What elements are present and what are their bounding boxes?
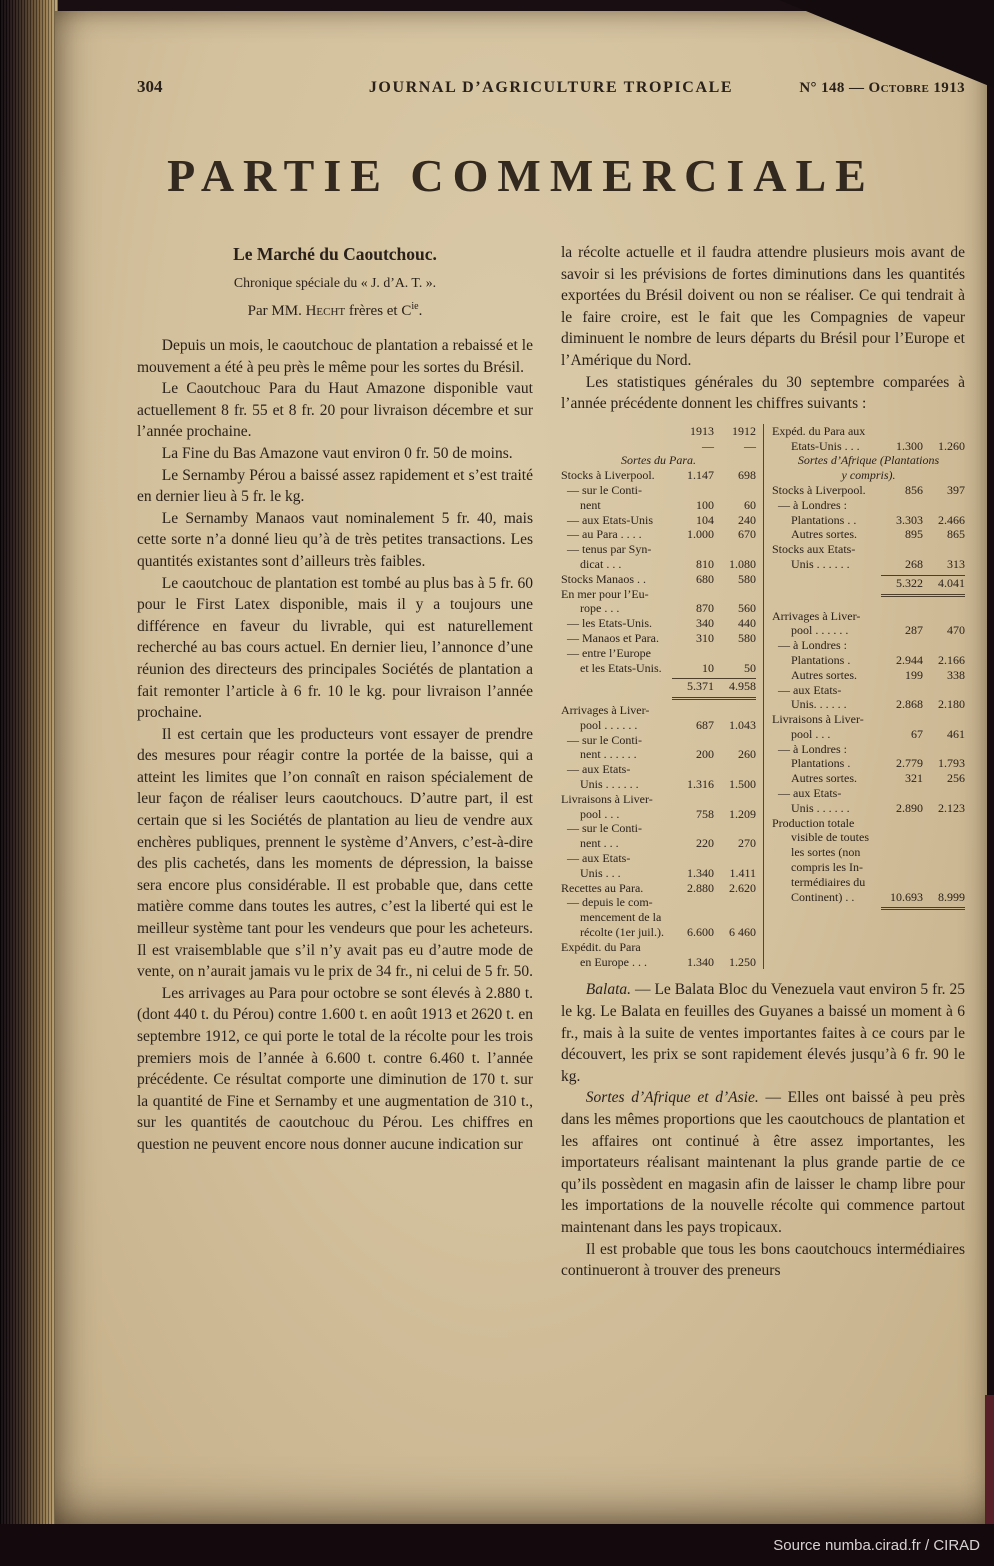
stats-line: Arrivages à Liver-	[772, 608, 861, 623]
stats-line: Unis . . . 1.340 1.411	[580, 865, 756, 880]
stats-line: — aux Etats-	[567, 851, 631, 866]
stats-line: en Europe . . . 1.340 1.250	[580, 954, 756, 969]
stats-line: récolte (1er juil.). 6.600 6 460	[580, 925, 756, 940]
paper-page	[55, 11, 987, 1524]
stats-line: Recettes au Para. 2.880 2.620	[561, 880, 756, 895]
stats-line	[772, 591, 965, 598]
stats-line: mencement de la	[580, 910, 662, 925]
stats-right-half	[763, 424, 965, 970]
stats-line: termédiaires du	[791, 874, 866, 889]
stats-line: Plantations . 2.944 2.166	[791, 652, 965, 667]
stats-line: Expédit. du Para	[561, 939, 641, 954]
stats-line: nent . . . . . . 200 260	[580, 747, 756, 762]
stats-line: 1913 1912	[690, 423, 756, 438]
paragraph: Il est probable que tous les bons caoutchoucs intermédiaires continueront à trouver des preneurs	[561, 1240, 965, 1280]
right-column-top-paragraphs	[561, 242, 965, 415]
right-column	[561, 242, 965, 1282]
stats-line: compris les In-	[791, 860, 863, 875]
stats-line: nent . . . 220 270	[580, 836, 756, 851]
stats-line: — sur le Conti-	[567, 482, 642, 497]
stats-line: y compris).	[841, 468, 896, 483]
paragraph-lead: Sortes d’Afrique et d’Asie.	[585, 1089, 766, 1107]
stats-line: — à Londres :	[778, 741, 847, 756]
bottom-bar	[0, 1524, 994, 1566]
stats-line	[561, 694, 756, 701]
page-number: 304	[137, 77, 163, 96]
stats-line: Sortes du Para.	[621, 453, 696, 468]
stats-line: — sur le Conti-	[567, 732, 642, 747]
stats-line: Livraisons à Liver-	[772, 712, 864, 727]
paragraph: la récolte actuelle et il faudra attendre plusieurs mois avant de savoir si les prévisions de fortes diminutions dans les quantités exportées du Brésil doivent ou non se réaliser. Ce qui tendrait à le faire croire, est le fait que les Compagnies de vapeur diminuent le nombre de leurs départs du Brésil pour l’Europe et l’Amérique du Nord.	[561, 244, 965, 369]
stats-line: — aux Etats-	[567, 762, 631, 777]
stats-line: Plantations . . 3.303 2.466	[791, 512, 965, 527]
stats-line: — tenus par Syn-	[567, 542, 652, 557]
stats-line: Stocks Manaos . . 680 580	[561, 571, 756, 586]
stats-line: Sortes d’Afrique (Plantations	[797, 453, 940, 468]
right-column-bottom-paragraphs	[561, 979, 965, 1281]
stats-line: Unis. . . . . . 2.868 2.180	[791, 697, 965, 712]
stats-line: Plantations . 2.779 1.793	[791, 756, 965, 771]
statistics-table	[561, 424, 965, 970]
stats-line: — depuis le com-	[567, 895, 653, 910]
paragraph: Le Caoutchouc Para du Haut Amazone disponible vaut actuellement 8 fr. 55 et 8 fr. 20 pour livraison décembre et sur l’année prochaine.	[137, 380, 533, 441]
stats-line: — les Etats-Unis. 340 440	[567, 616, 756, 631]
stats-line: Production totale	[772, 815, 855, 830]
stats-line: Unis . . . . . . 1.316 1.500	[580, 777, 756, 792]
stats-line: Expéd. du Para aux	[772, 423, 866, 438]
stats-line: Unis . . . . . . 268 313	[791, 556, 965, 571]
stats-line: — au Para . . . . 1.000 670	[567, 527, 756, 542]
stats-line: — aux Etats-	[778, 786, 842, 801]
issue-pre: N° 148 —	[799, 80, 869, 96]
stats-left-half	[561, 424, 763, 970]
stats-line: visible de toutes	[791, 830, 869, 845]
paragraph: Les statistiques générales du 30 septembre comparées à l’année précédente donnent les chiffres suivants :	[561, 373, 965, 413]
stats-line: — sur le Conti-	[567, 821, 642, 836]
stats-line: dicat . . . 810 1.080	[580, 556, 756, 571]
stats-line: Stocks à Liverpool. 856 397	[772, 482, 965, 497]
left-column	[137, 242, 533, 1282]
paragraph: La Fine du Bas Amazone vaut environ 0 fr. 50 de moins.	[161, 444, 513, 462]
byline-pre: Par MM.	[247, 303, 306, 319]
byline-sup: ie	[411, 301, 419, 312]
stats-line: Unis . . . . . . 2.890 2.123	[791, 800, 965, 815]
stats-line: pool . . . 758 1.209	[580, 806, 756, 821]
stats-line: — Manaos et Para. 310 580	[567, 630, 756, 645]
stats-line: Arrivages à Liver-	[561, 703, 650, 718]
stats-line: pool . . . . . . 287 470	[791, 623, 965, 638]
stats-line: nent 100 60	[580, 497, 756, 512]
stats-line: En mer pour l’Eu-	[561, 586, 649, 601]
stats-line: — à Londres :	[778, 638, 847, 653]
stats-line: rope . . . 870 560	[580, 601, 756, 616]
paragraph: Le Sernamby Manaos vaut nominalement 5 fr. 40, mais cette sorte n’a donné lieu qu’à de très petites transactions. Les quantités existantes sont d’ailleurs très faibles.	[137, 509, 533, 570]
book-cover-sliver	[985, 1395, 994, 1527]
source-credit: Source numba.cirad.fr / CIRAD	[773, 1536, 980, 1554]
paragraph: Le caoutchouc de plantation est tombé au plus bas à 5 fr. 60 pour le First Latex disponible, mais il y a toujours une différence en faveur du livrable, qui est naturellement recherché au bas cours actuel. En dernier lieu, l’annonce d’une réunion des directeurs des principales Sociétés de plantation a fait remonter l’article à 6 fr. 10 le kg. pour livraison l’année prochaine.	[137, 574, 533, 722]
section-title: PARTIE COMMERCIALE	[167, 150, 875, 201]
article-title: Le Marché du Caoutchouc.	[233, 244, 437, 264]
journal-title: JOURNAL D’AGRICULTURE TROPICALE	[368, 79, 734, 96]
article-byline	[137, 301, 533, 320]
stats-line: Livraisons à Liver-	[561, 791, 653, 806]
stats-line: pool . . . . . . 687 1.043	[580, 717, 756, 732]
stats-line: 5.371 4.958	[687, 679, 756, 694]
scan-right-edge	[987, 0, 994, 1566]
stats-line: et les Etats-Unis. 10 50	[580, 660, 756, 675]
issue-number	[799, 80, 965, 97]
stats-line	[772, 600, 965, 609]
stats-line: — aux Etats-Unis 104 240	[567, 512, 756, 527]
issue-year: 1913	[929, 80, 965, 96]
stats-line: Stocks aux Etats-	[772, 542, 856, 557]
stats-line: Stocks à Liverpool. 1.147 698	[561, 468, 756, 483]
stats-line: pool . . . 67 461	[791, 726, 965, 741]
stats-line	[772, 904, 965, 911]
stats-line: les sortes (non	[791, 845, 861, 860]
stats-line: Autres sortes. 895 865	[791, 527, 965, 542]
byline-mid: frères et C	[345, 303, 412, 319]
paragraph: Le Sernamby Pérou a baissé assez rapidement et s’est traité en dernier lieu à 5 fr. le kg.	[137, 466, 533, 506]
byline-post: .	[418, 303, 423, 319]
article-subtitle: Chronique spéciale du « J. d’A. T. ».	[233, 275, 437, 290]
issue-month: Octobre	[868, 80, 930, 96]
stats-line: — —	[702, 438, 756, 453]
left-column-paragraphs	[137, 335, 533, 1156]
stats-line: Continent) . . 10.693 8.999	[791, 889, 965, 904]
stats-line: Etats-Unis . . . 1.300 1.260	[791, 438, 965, 453]
byline-author: Hecht	[305, 303, 346, 319]
stats-line: — à Londres :	[778, 497, 847, 512]
paragraph: Balata. — Le Balata Bloc du Venezuela vaut environ 5 fr. 25 le kg. Le Balata en feuilles des Guyanes a baissé un moment à 6 fr., mais à la suite de ventes importantes faites à ce cours par le découvert, les prix se sont rapidement élevés jusqu’à 6 fr. 90 le kg.	[561, 981, 965, 1085]
paragraph: Sortes d’Afrique et d’Asie. — Elles ont baissé à peu près dans les mêmes proportions que les caoutchoucs de plantation et les affaires ont continué à être assez importantes, les importateurs réalisant maintenant la plus grande partie de ce qu’ils possèdent en magasin afin de laisser le champ libre pour les importations de la nouvelle récolte qui commence partout maintenant dans les pays tropicaux.	[561, 1089, 965, 1236]
paragraph-lead: Balata.	[585, 981, 635, 999]
book-page-edges	[0, 0, 58, 1566]
stats-line: Autres sortes. 321 256	[791, 771, 965, 786]
paragraph: Il est certain que les producteurs vont essayer de prendre des mesures pour réagir contre la portée de la baisse, qui a atteint les limites que l’on connaît en raison spécialement de leur façon de réaliser leurs caoutchoucs. D’autre part, il est certain que si les Sociétés de plantation au lieu de vendre aux enchères publiques, prennent le système d’Anvers, c’est-à-dire des plis cachetés, dans les moments de dépression, la baisse sera encore plus considérable. Il est probable que, dans cette matière comme dans toutes les autres, c’est la liberté qui est le meilleur système tant pour les vendeurs que pour les acheteurs. Il est vraisemblable que s’il n’y avait pas eu d’autre mode de vente, on n’aurait jamais vu le prix de 34 fr., ni celui de 5 fr. 50.	[137, 725, 533, 981]
text-columns	[55, 242, 987, 1282]
stats-line: Autres sortes. 199 338	[791, 667, 965, 682]
stats-line: — aux Etats-	[778, 682, 842, 697]
stats-line: — entre l’Europe	[567, 645, 651, 660]
paragraph: Depuis un mois, le caoutchouc de plantation a rebaissé et le mouvement a été à peu près le même pour les sortes du Brésil.	[137, 337, 533, 376]
stats-line: 5.322 4.041	[896, 575, 965, 590]
paragraph: Les arrivages au Para pour octobre se sont élevés à 2.880 t. (dont 440 t. du Pérou) contre 1.600 t. en août 1913 et 2620 t. en septembre 1912, ce qui porte le total de la récolte pour les trois premiers mois de l’année à 6.600 t. contre 6.460 t. l’année précédente. Ce résultat comporte une diminution de 170 t. sur la quantité de Fine et Sernamby et une augmentation de 310 t., sur les quantités de caoutchouc du Pérou. Les chiffres en question ne peuvent encore nous donner aucune indication sur	[137, 984, 533, 1153]
